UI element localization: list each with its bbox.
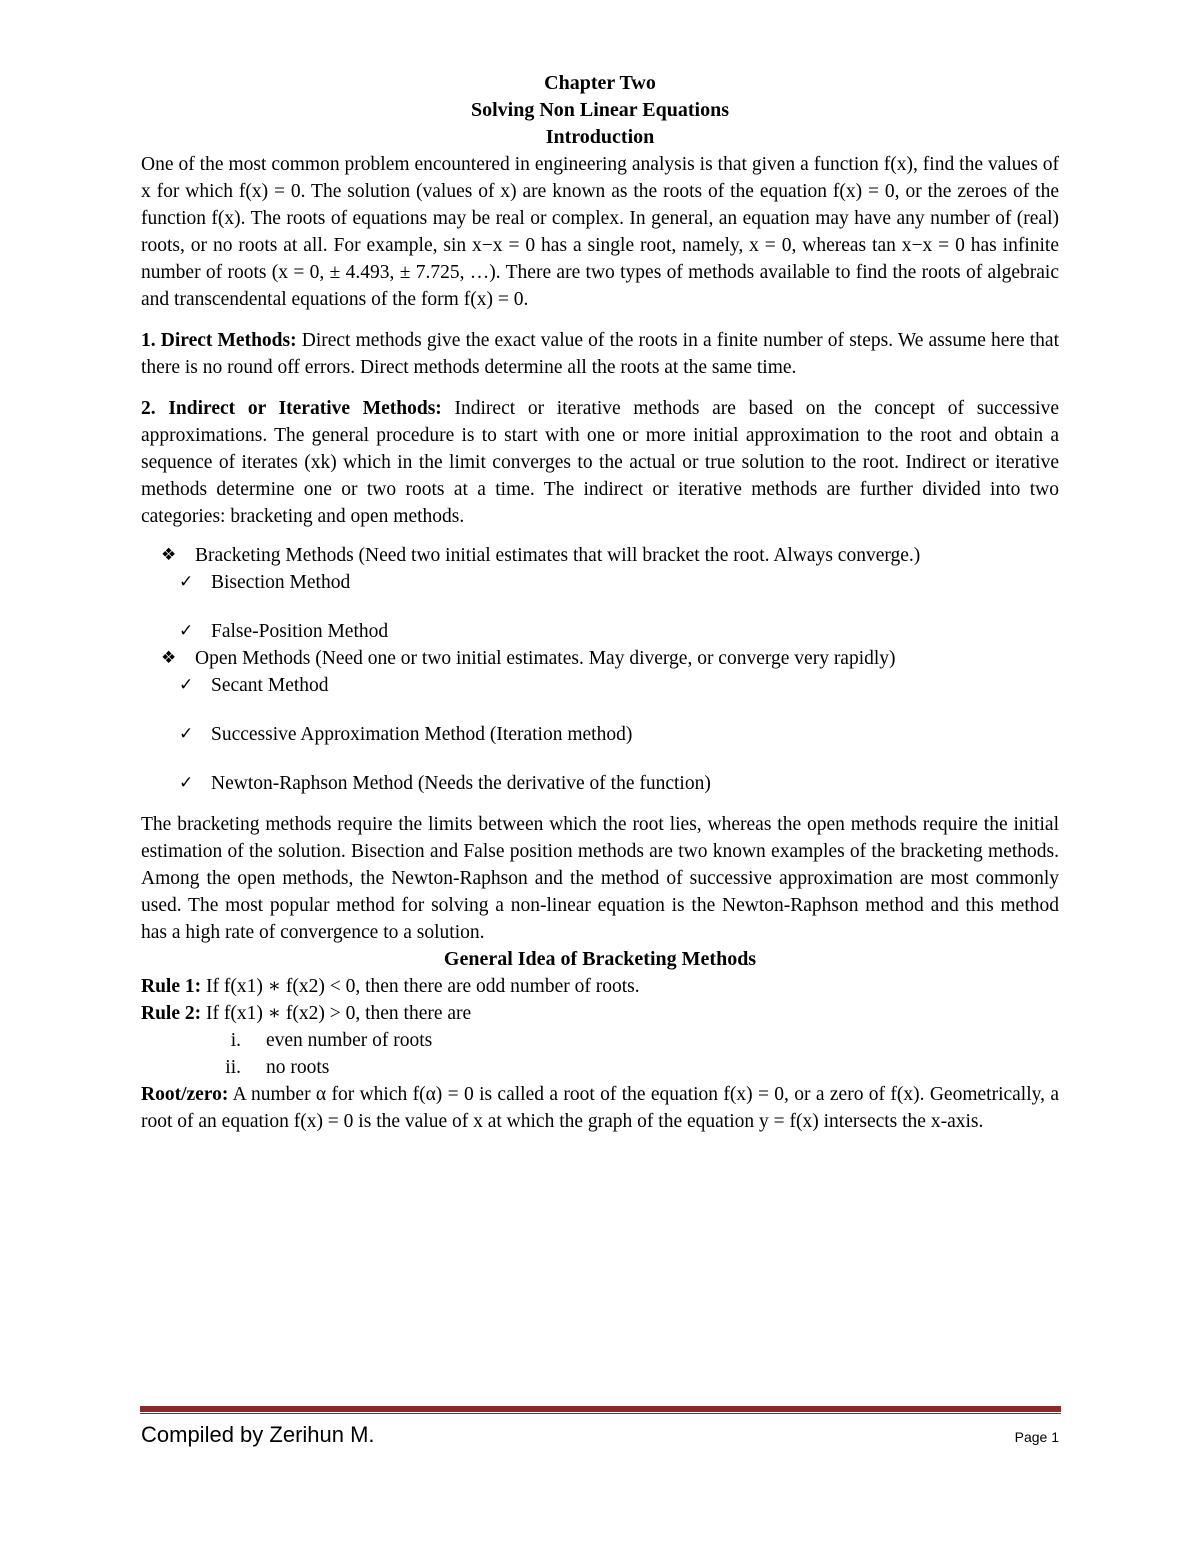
diamond-bullet-icon: ❖	[161, 648, 177, 668]
list-item-label: Secant Method	[211, 675, 329, 696]
footer-author: Compiled by Zerihun M.	[141, 1422, 375, 1447]
rule-1-text: If f(x1) ∗ f(x2) < 0, then there are odd number of roots.	[201, 976, 640, 997]
check-mark-icon: ✓	[179, 572, 194, 592]
rule-2-text: If f(x1) ∗ f(x2) > 0, then there are	[201, 1003, 472, 1024]
check-mark-icon: ✓	[179, 724, 194, 744]
list-item-label: Bisection Method	[211, 572, 351, 593]
direct-methods-label: 1. Direct Methods:	[141, 330, 297, 351]
list-item-newton	[141, 770, 1059, 797]
rule-2	[141, 1000, 1059, 1027]
list-item-label: Successive Approximation Method (Iteration method)	[211, 724, 633, 745]
footer-rule	[140, 1406, 1061, 1412]
sub-item-number: ii.	[225, 1057, 241, 1078]
iterative-methods-text: Indirect or iterative methods are based on the concept of successive approximations. The general procedure is to start with one or more initial approximation to the root and obtain a sequence of iterates (xk) which in the limit converges to the actual or true solution to the root. Indirect or iterative methods determine one or two roots at a time. The indirect or iterative methods are further divided into two categories: bracketing and open methods.	[141, 398, 1060, 527]
section-heading: Introduction	[545, 126, 655, 148]
iterative-methods-label: 2. Indirect or Iterative Methods:	[141, 398, 442, 419]
check-mark-icon: ✓	[179, 675, 194, 695]
bracketing-label: Bracketing Methods (Need two initial estimates that will bracket the root. Always converge.)	[195, 545, 921, 566]
list-item-open	[141, 645, 975, 672]
sub-item-none	[141, 1054, 1059, 1081]
method-list	[141, 542, 1059, 797]
list-item-label: False-Position Method	[211, 621, 389, 642]
chapter-title: Solving Non Linear Equations	[470, 99, 730, 121]
root-definition	[141, 1081, 1059, 1135]
root-label: Root/zero:	[141, 1084, 229, 1105]
list-item-label: Newton-Raphson Method (Needs the derivative of the function)	[211, 773, 711, 794]
diamond-bullet-icon: ❖	[161, 545, 177, 565]
list-item-successive	[141, 721, 1059, 748]
document-headings	[141, 70, 1059, 151]
root-text: A number α for which f(α) = 0 is called a root of the equation f(x) = 0, or a zero of f(x). Geometrically, a root of an equation f(x) = 0 is the value of x at which the graph of the equation y = f(x) intersects the x-axis.	[141, 1084, 1059, 1132]
check-mark-icon: ✓	[179, 773, 194, 793]
list-item-bracketing	[141, 542, 975, 569]
bracketing-idea-heading: General Idea of Bracketing Methods	[443, 948, 757, 970]
intro-paragraph: One of the most common problem encountered in engineering analysis is that given a function f(x), find the values of x for which f(x) = 0. The solution (values of x) are known as the roots of the equation f(x) = 0, or the zeroes of the function f(x). The roots of equations may be real or complex. In general, an equation may have any number of (real) roots, or no roots at all. For example, sin x−x = 0 has a single root, namely, x = 0, whereas tan x−x = 0 has infinite number of roots (x = 0, ± 4.493, ± 7.725, …). There are two types of methods available to find the roots of algebraic and transcendental equations of the form f(x) = 0.	[141, 154, 1059, 310]
check-mark-icon: ✓	[179, 621, 194, 641]
sub-item-text: no roots	[266, 1057, 330, 1078]
footer-page-number: Page 1	[1014, 1429, 1059, 1445]
list-item-bisection	[141, 569, 1059, 596]
direct-methods-paragraph	[141, 327, 1059, 381]
iterative-methods-paragraph	[141, 395, 1059, 530]
chapter-heading: Chapter Two	[544, 72, 656, 94]
sub-item-text: even number of roots	[266, 1030, 433, 1051]
sub-item-number: i.	[230, 1030, 241, 1051]
open-label: Open Methods (Need one or two initial estimates. May diverge, or converge very rapidly)	[195, 648, 896, 669]
rule-1-label: Rule 1:	[141, 976, 202, 997]
direct-methods-text: Direct methods give the exact value of the roots in a finite number of steps. We assume here that there is no round off errors. Direct methods determine all the roots at the same time.	[141, 330, 1059, 378]
list-item-secant	[141, 672, 1059, 699]
sub-item-even	[141, 1027, 1059, 1054]
rule-2-label: Rule 2:	[141, 1003, 202, 1024]
document-page	[141, 70, 1059, 1135]
list-item-false-position	[141, 618, 1059, 645]
comparison-paragraph: The bracketing methods require the limits between which the root lies, whereas the open methods require the initial estimation of the solution. Bisection and False position methods are two known examples of the bracketing methods. Among the open methods, the Newton-Raphson and the method of successive approximation are most commonly used. The most popular method for solving a non-linear equation is the Newton-Raphson method and this method has a high rate of convergence to a solution.	[141, 814, 1059, 943]
rule-1	[141, 973, 1059, 1000]
footer-rule-thin	[140, 1413, 1061, 1414]
